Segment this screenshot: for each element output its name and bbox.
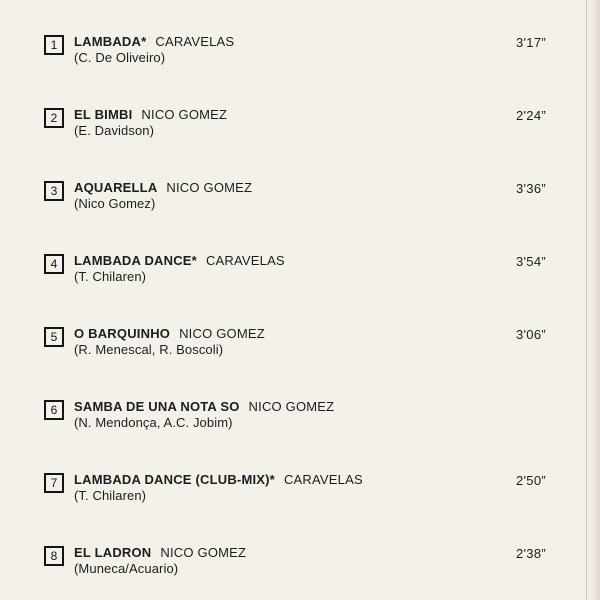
track-number-box: [44, 254, 64, 274]
track-title: SAMBA DE UNA NOTA SO: [74, 399, 240, 414]
track-duration: 2'50”: [515, 473, 546, 488]
track-composer: (Muneca/Acuario): [74, 561, 179, 576]
track-number-box: [44, 473, 64, 493]
track-number: 3: [50, 184, 58, 198]
track-duration: 3'06”: [515, 327, 546, 342]
track-composer: (C. De Oliveiro): [74, 50, 166, 65]
track-number: 1: [50, 38, 58, 52]
track-title: AQUARELLA: [74, 180, 158, 195]
track-number: 7: [50, 476, 58, 490]
track-number: 6: [50, 403, 58, 417]
track-artist: CARAVELAS: [155, 34, 235, 49]
track-number: 2: [50, 111, 58, 125]
track-artist: NICO GOMEZ: [248, 399, 335, 414]
track-info: [74, 107, 504, 138]
track-row: [44, 399, 546, 430]
track-duration: 3'17”: [515, 35, 546, 50]
track-composer: (E. Davidson): [74, 123, 155, 138]
track-title: LAMBADA DANCE (CLUB-MIX)*: [74, 472, 275, 487]
track-row: [44, 253, 546, 284]
track-number-box: [44, 181, 64, 201]
track-composer: (N. Mendonça, A.C. Jobim): [74, 415, 233, 430]
track-composer: (T. Chilaren): [74, 269, 147, 284]
track-info: [74, 472, 504, 503]
track-title-line: [74, 399, 504, 414]
track-row: [44, 107, 546, 138]
track-number-box: [44, 400, 64, 420]
track-row: [44, 34, 546, 65]
track-duration: 2'38”: [515, 546, 546, 561]
track-number: 8: [50, 549, 58, 563]
track-title: LAMBADA DANCE*: [74, 253, 197, 268]
track-title-line: [74, 180, 504, 195]
track-number-box: [44, 327, 64, 347]
track-info: [74, 34, 504, 65]
track-row: [44, 326, 546, 357]
track-duration: 2'24”: [515, 108, 546, 123]
track-title-line: [74, 545, 504, 560]
track-composer: (Nico Gomez): [74, 196, 156, 211]
track-artist: CARAVELAS: [205, 253, 285, 268]
track-title: O BARQUINHO: [74, 326, 171, 341]
track-row: [44, 545, 546, 576]
track-title: LAMBADA*: [74, 34, 147, 49]
track-artist: CARAVELAS: [283, 472, 363, 487]
track-composer: (T. Chilaren): [74, 488, 147, 503]
track-title: EL LADRON: [74, 545, 152, 560]
track-info: [74, 326, 504, 357]
track-duration: 3'54”: [515, 254, 546, 269]
track-composer: (R. Menescal, R. Boscoli): [74, 342, 224, 357]
track-number-box: [44, 108, 64, 128]
track-title: EL BIMBI: [74, 107, 133, 122]
track-row: [44, 180, 546, 211]
track-artist: NICO GOMEZ: [166, 180, 253, 195]
track-info: [74, 253, 504, 284]
track-title-line: [74, 34, 504, 49]
track-title-line: [74, 326, 504, 341]
track-title-line: [74, 253, 504, 268]
track-row: [44, 472, 546, 503]
track-artist: NICO GOMEZ: [179, 326, 265, 341]
track-number-box: [44, 546, 64, 566]
track-info: [74, 180, 504, 211]
track-number: 4: [50, 257, 58, 271]
track-number: 5: [50, 330, 58, 344]
track-artist: NICO GOMEZ: [141, 107, 228, 122]
track-info: [74, 545, 504, 576]
track-number-box: [44, 35, 64, 55]
track-title-line: [74, 472, 504, 487]
track-info: [74, 399, 504, 430]
track-artist: NICO GOMEZ: [160, 545, 247, 560]
track-title-line: [74, 107, 504, 122]
track-duration: 3'36”: [515, 181, 546, 196]
